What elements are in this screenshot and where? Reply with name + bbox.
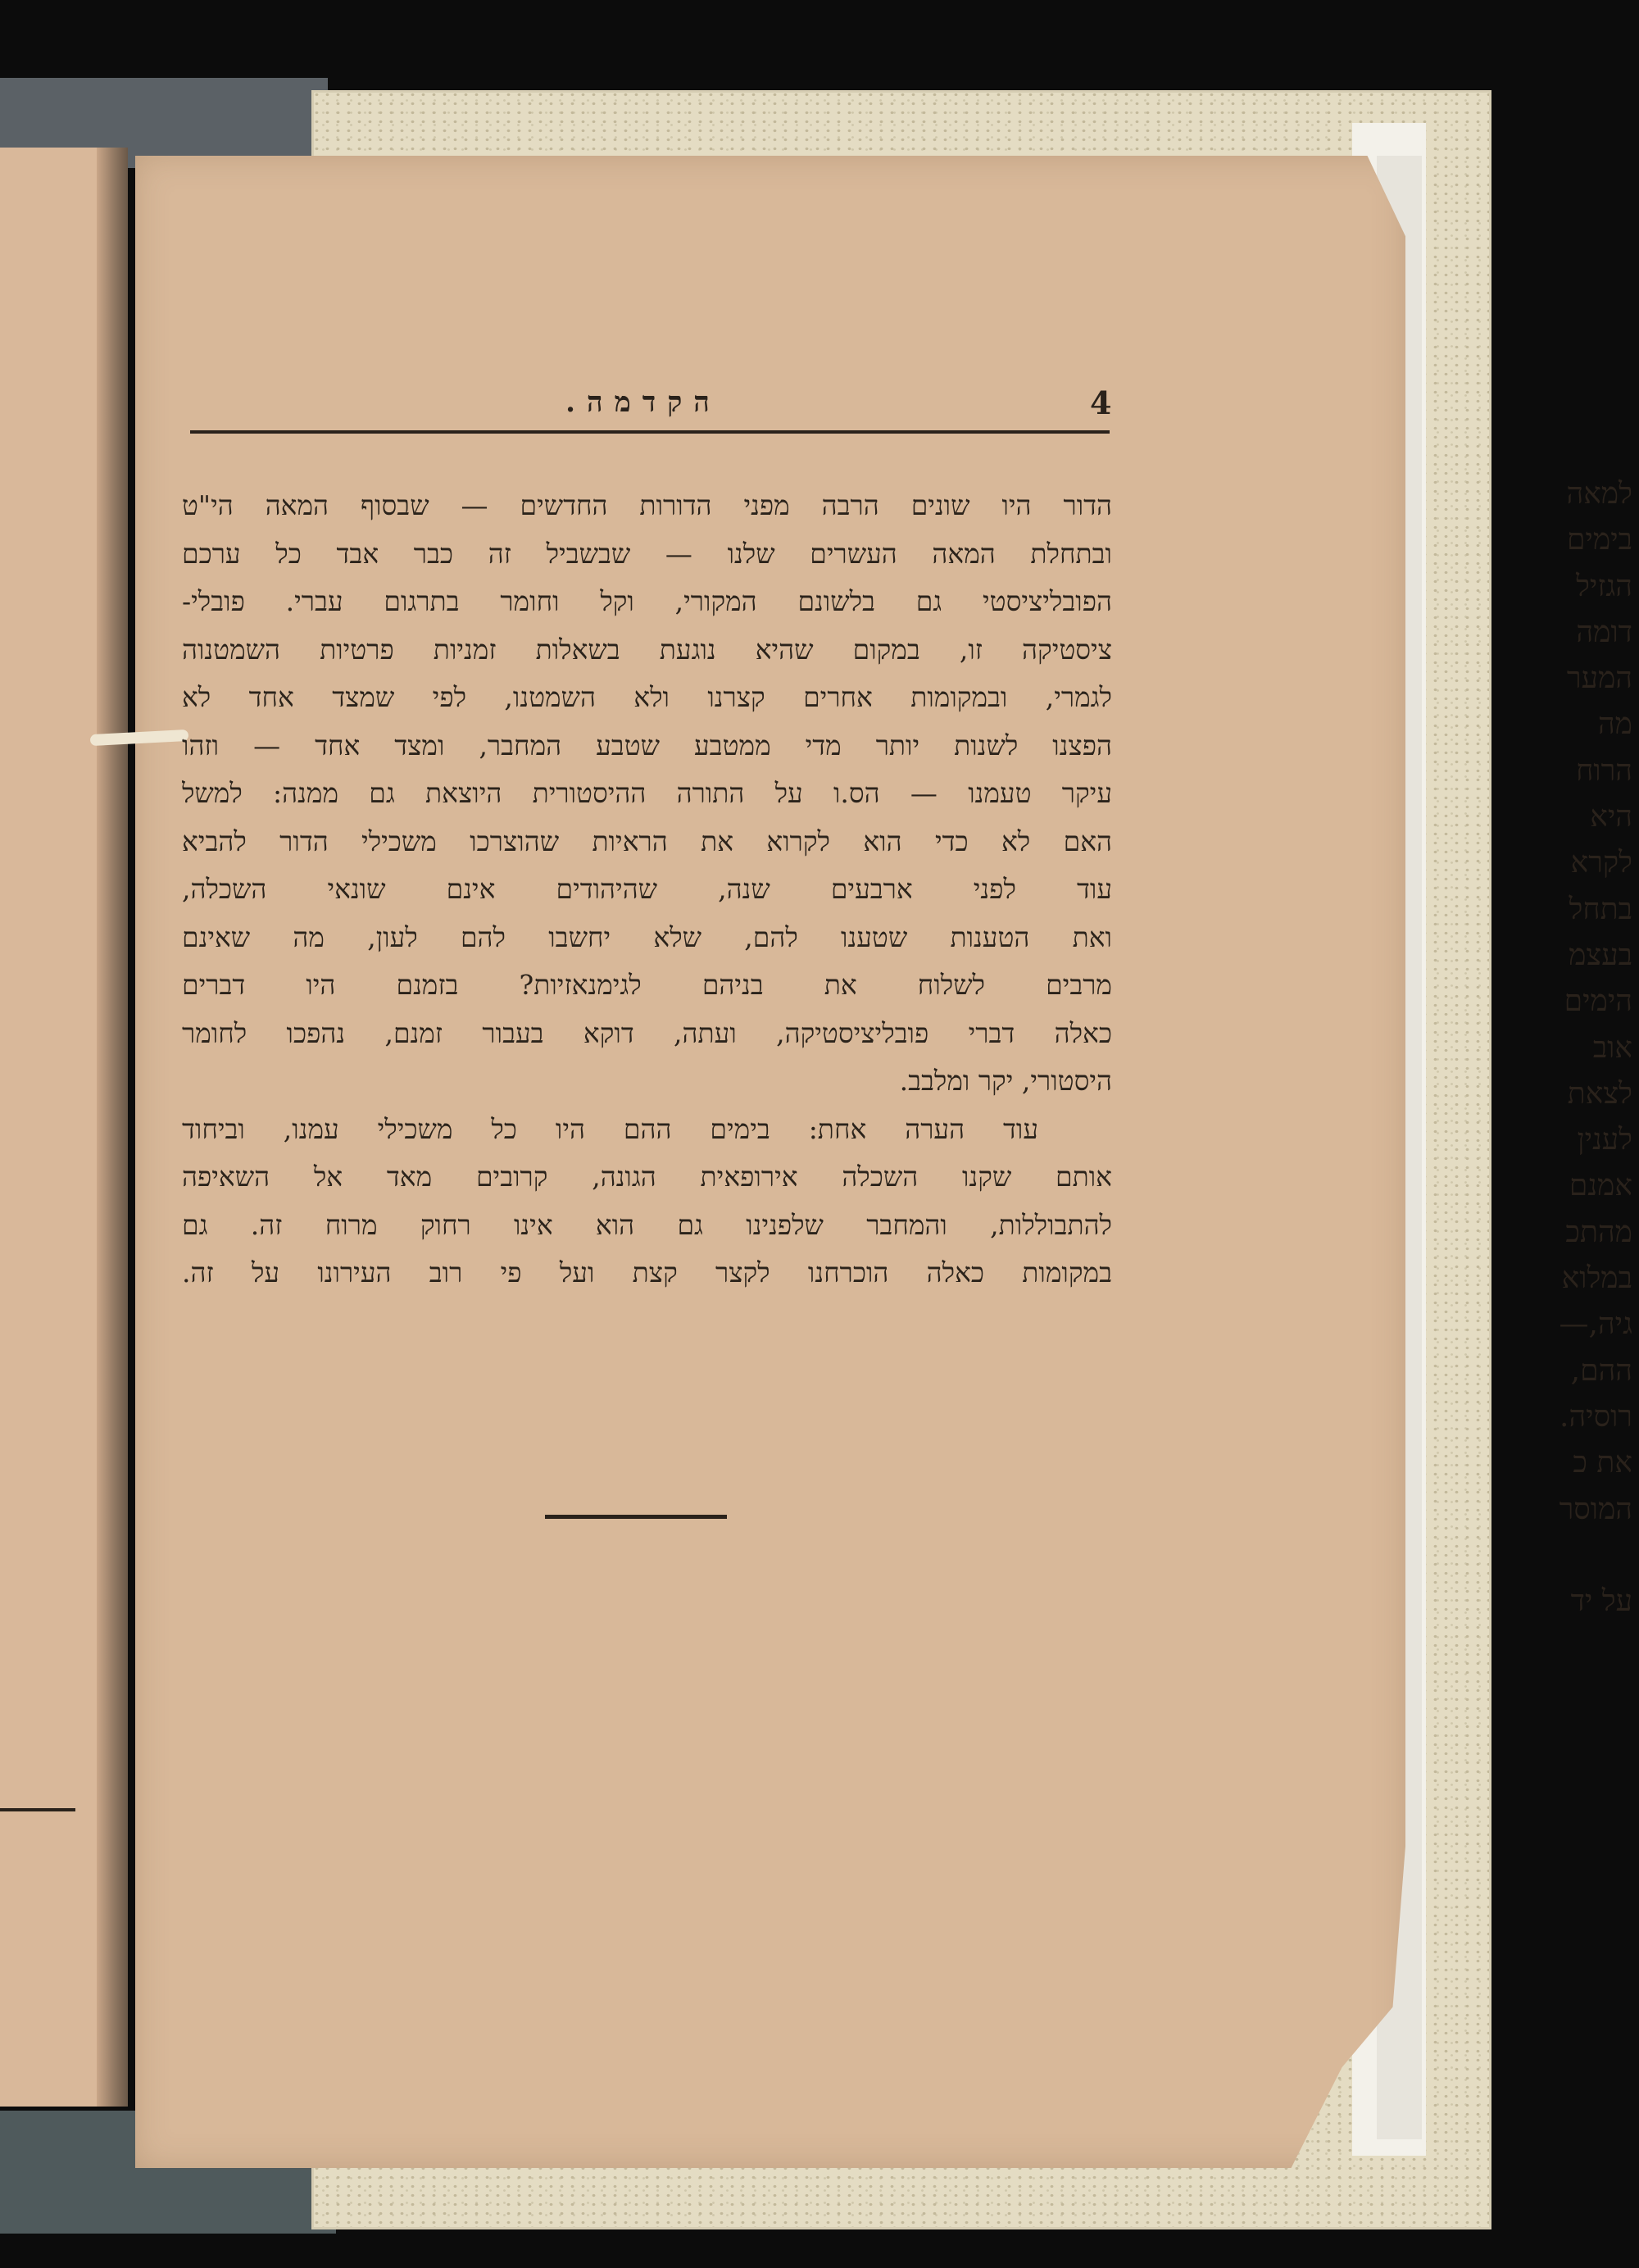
closing-rule bbox=[545, 1515, 727, 1519]
running-head bbox=[193, 384, 1112, 422]
text-line: האם לא כדי הוא לקרוא את הראיות שהוצרכו משכילי הדור להביא bbox=[182, 825, 1112, 857]
left-page-line: אמנם bbox=[1569, 1169, 1632, 1203]
left-page-line: היא bbox=[1590, 800, 1632, 834]
text-line: עיקר טעמנו — הס.ו על התורה ההיסטורית היוצאת גם ממנה: למשל bbox=[182, 777, 1112, 809]
text-line: ציסטיקה זו, במקום שהיא נוגעת בשאלות זמניות פרטיות השמטנוה bbox=[182, 633, 1112, 666]
text-line: לגמרי, ובמקומות אחרים קצרנו ולא השמטנו, לפי שמצד אחד לא bbox=[182, 681, 1112, 713]
text-line: במקומות כאלה הוכרחנו לקצר קצת ועל פי רוב העירונו על זה. bbox=[182, 1257, 1112, 1289]
body-text bbox=[182, 482, 1112, 1298]
page-heading: הקדמה. bbox=[565, 386, 721, 419]
left-page-line: לצאת bbox=[1567, 1076, 1632, 1111]
text-line: להתבוללות, והמחבר שלפנינו גם הוא אינו רחוק מרוח זה. גם bbox=[182, 1208, 1112, 1241]
text-line: הפצנו לשנות יותר מדי ממטבע שטבע המחבר, ומצד אחד — וזהו bbox=[182, 729, 1112, 761]
left-page-gap bbox=[1526, 1533, 1632, 1579]
page-number: 4 bbox=[1090, 384, 1112, 421]
left-page-line: גיה,— bbox=[1559, 1307, 1632, 1342]
text-line: היסטורי, יקר ומלבב. bbox=[899, 1065, 1112, 1097]
text-line: כאלה דברי פובליציסטיקה, ועתה, דוקא בעבור זמנם, נהפכו לחומר bbox=[182, 1016, 1112, 1049]
left-page-line: הרוח bbox=[1576, 753, 1632, 788]
text-line: עוד לפני ארבעים שנה, שהיהודים אינם שונאי השכלה, bbox=[182, 873, 1112, 905]
left-page-line: מהתכ bbox=[1565, 1215, 1632, 1249]
left-page-line: הימים bbox=[1564, 984, 1632, 1019]
left-page-line: בימים bbox=[1566, 523, 1632, 557]
left-page-line: הגזיל bbox=[1576, 569, 1632, 603]
left-page-line: לענין bbox=[1577, 1123, 1632, 1157]
left-page-line: אוב bbox=[1592, 1030, 1632, 1065]
left-page-line: דומה bbox=[1576, 615, 1632, 649]
book-gutter bbox=[97, 148, 128, 2107]
left-page-line: רוסיה. bbox=[1560, 1399, 1632, 1434]
text-line: אותם שקנו השכלה אירופאית הגונה, קרובים מאד אל השאיפה bbox=[182, 1161, 1112, 1193]
text-line: ובתחלת המאה העשרים שלנו — שבשביל זה כבר אבד כל ערכם bbox=[182, 537, 1112, 570]
text-line: עוד הערה אחת: בימים ההם היו כל משכילי עמנו, וביחוד bbox=[182, 1112, 1038, 1145]
text-line: מרבים לשלוח את בניהם לגימנאזיות? בזמנם היו דברים bbox=[182, 969, 1112, 1001]
left-page-line: המער bbox=[1566, 661, 1632, 696]
left-page-line: לקרא bbox=[1570, 846, 1632, 880]
left-page-line: למאה bbox=[1566, 477, 1632, 511]
left-page-line: בעצמ bbox=[1569, 938, 1632, 972]
text-line: הפובליציסטי גם בלשונם המקורי, וקל וחומר בתרגום עברי. פובלי- bbox=[182, 585, 1112, 617]
left-page-line: את כ bbox=[1573, 1446, 1632, 1480]
text-line: ואת הטענות שטענו להם, שלא יחשבו להם לעון, מה שאינם bbox=[182, 920, 1112, 953]
left-page-text bbox=[1526, 471, 1632, 1625]
text-line: הדור היו שונים הרבה מפני הדורות החדשים — שבסוף המאה הי"ט bbox=[182, 489, 1112, 521]
left-page-line: ההם, bbox=[1570, 1353, 1632, 1388]
header-rule bbox=[190, 430, 1110, 434]
left-page-line: המוסר bbox=[1559, 1492, 1632, 1526]
left-page-rule bbox=[0, 1808, 75, 1811]
left-page-line: במלוא bbox=[1561, 1261, 1632, 1296]
left-page-line: מה bbox=[1597, 707, 1632, 742]
left-page-line: על יד bbox=[1570, 1584, 1632, 1619]
left-page-line: בתחל bbox=[1569, 892, 1632, 926]
